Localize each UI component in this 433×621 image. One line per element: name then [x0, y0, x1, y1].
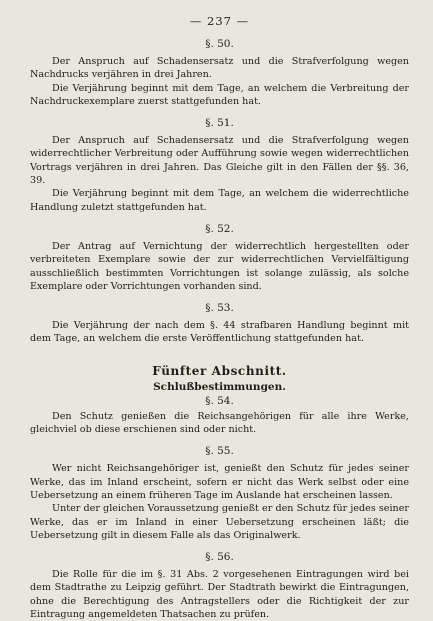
- paragraph-text: Der Anspruch auf Schadensersatz und die Strafverfolgung wegen widerrechtlicher Verbreitung oder Aufführung sowie wegen widerrechtlichen Vortrags verjähren in drei Jahren. Das Gleiche gilt in den Fällen der §§. 36, 39.: [30, 135, 409, 187]
- paragraph-heading-55: §. 55.: [205, 445, 234, 458]
- paragraph-heading-54: §. 54.: [205, 394, 234, 407]
- paragraph-text: Die Verjährung beginnt mit dem Tage, an welchem die Verbreitung der Nachdruckexemplare zuerst stattgefunden hat.: [30, 82, 409, 107]
- section-subtitle: Schlußbestimmungen.: [153, 380, 286, 393]
- paragraph-heading-50: §. 50.: [205, 38, 234, 50]
- section-title: Fünfter Abschnitt.: [152, 363, 287, 378]
- paragraph-heading-56: §. 56.: [205, 551, 234, 564]
- paragraph-heading-51: §. 51.: [205, 117, 234, 130]
- paragraph-text: Der Antrag auf Vernichtung der widerrechtlich hergestellten oder verbreiteten Exemplare sowie der zur widerrechtlichen Vervielfältigung ausschließlich bestimmten Vorrichtungen ist solange zulässig, als solche Exemplare oder Vorrichtungen vorhanden sind.: [30, 240, 409, 292]
- paragraph-text: Die Verjährung der nach dem §. 44 strafbaren Handlung beginnt mit dem Tage, an welchem die erste Veröffentlichung stattgefunden hat.: [30, 320, 409, 345]
- paragraph-heading-53: §. 53.: [205, 302, 234, 315]
- page-number: — 237 —: [189, 14, 250, 28]
- paragraph-text: Unter der gleichen Voraussetzung genießt er den Schutz für jedes seiner Werke, das er im Inland in einer Uebersetzung erscheinen läßt; die Uebersetzung gilt in diesem Falle als das Originalwerk.: [30, 503, 409, 541]
- paragraph-text: Den Schutz genießen die Reichsangehörigen für alle ihre Werke, gleichviel ob diese erschienen sind oder nicht.: [30, 410, 409, 436]
- paragraph-text: Die Rolle für die im §. 31 Abs. 2 vorgesehenen Eintragungen wird bei dem Stadtrathe zu Leipzig geführt. Der Stadtrath bewirkt die Eintragungen, ohne die Berechtigung des Antragstellers oder die Richtigkeit der zur Eintragung angemeldeten Thatsachen zu prüfen.: [30, 569, 409, 621]
- paragraph-text: Der Anspruch auf Schadensersatz und die Strafverfolgung wegen Nachdrucks verjähren in drei Jahren.: [30, 56, 409, 81]
- paragraph-text: Die Verjährung beginnt mit dem Tage, an welchem die widerrechtliche Handlung zuletzt stattgefunden hat.: [30, 188, 409, 213]
- paragraph-text: Wer nicht Reichsangehöriger ist, genießt den Schutz für jedes seiner Werke, das im Inland erscheint, sofern er nicht das Werk selbst oder eine Uebersetzung an einem früheren Tage im Auslande hat erscheinen lassen.: [30, 463, 409, 501]
- paragraph-heading-52: §. 52.: [205, 222, 234, 235]
